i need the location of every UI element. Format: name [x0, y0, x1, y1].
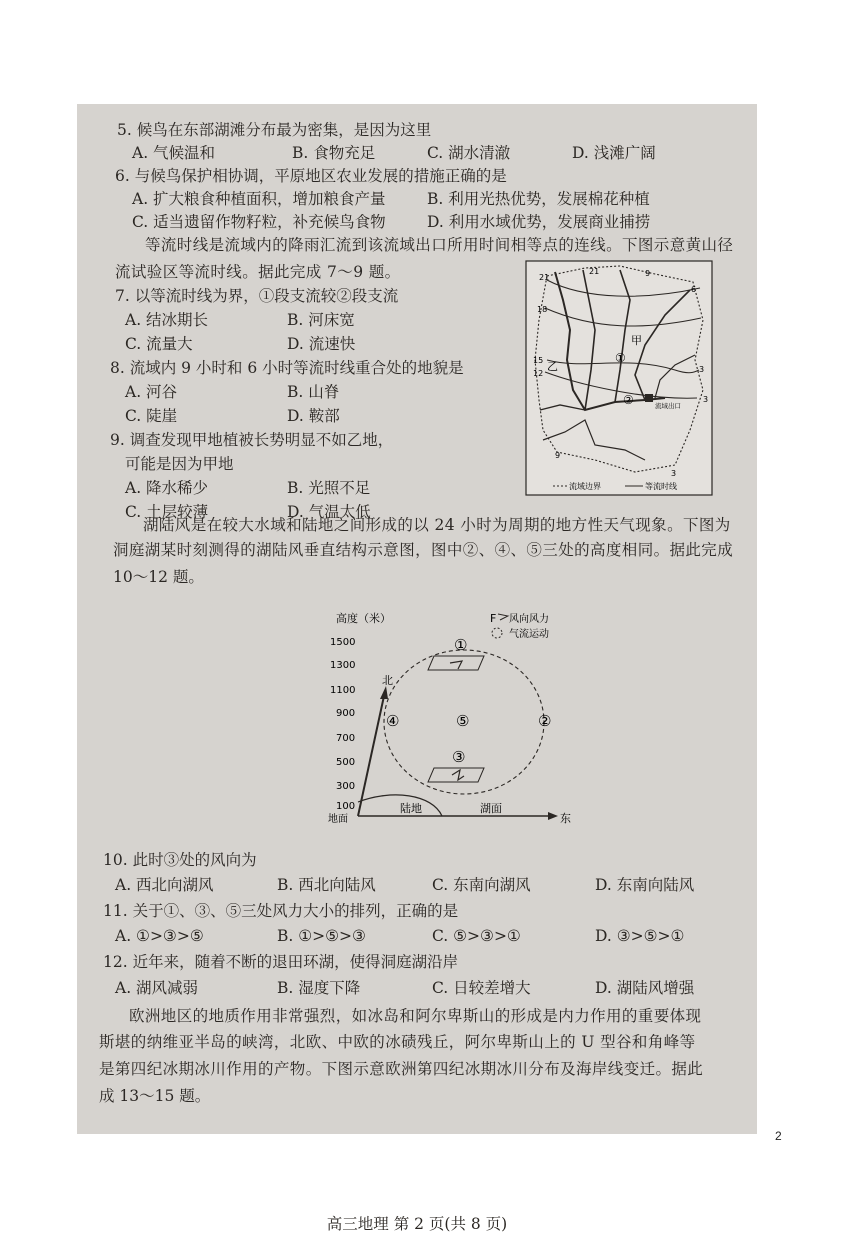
- q10-option-d: D. 东南向陆风: [595, 876, 695, 894]
- chart-ylabel: 高度（米）: [336, 612, 391, 625]
- map-label-outlet: 流域出口: [655, 402, 681, 410]
- map-label-jia: 甲: [631, 334, 642, 347]
- map-label-yi: 乙: [547, 360, 558, 373]
- q8-option-c: C. 陡崖: [125, 407, 178, 425]
- lake-label: 湖面: [480, 802, 502, 815]
- svg-text:3: 3: [699, 365, 705, 374]
- map-label-circle-2: ②: [623, 393, 634, 407]
- intro-13-15-line1: 欧洲地区的地质作用非常强烈，如冰岛和阿尔卑斯山的形成是内力作用的重要体现: [129, 1007, 702, 1025]
- wind-flag-3: [428, 768, 484, 782]
- svg-text:18: 18: [537, 305, 548, 314]
- q9-option-c: C. 土层较薄: [125, 503, 209, 521]
- isochrone-map: [525, 260, 713, 496]
- wind-flag-1: [428, 656, 484, 670]
- legend-isochrone: 等流时线: [645, 482, 677, 491]
- q12-option-a: A. 湖风减弱: [115, 979, 199, 997]
- q11-option-b: B. ①>⑤>③: [277, 927, 366, 945]
- q12-option-b: B. 湿度下降: [277, 979, 361, 997]
- q11-option-c: C. ⑤>③>①: [432, 927, 521, 945]
- lake-land-breeze-diagram: [322, 604, 582, 829]
- north-label: 北: [382, 674, 393, 687]
- legend-airflow: 气流运动: [509, 629, 549, 640]
- point-4: ④: [386, 712, 400, 730]
- land-label: 陆地: [400, 802, 422, 815]
- ground-label: 地面: [328, 814, 348, 825]
- intro-13-15-line4: 成 13～15 题。: [99, 1087, 211, 1105]
- svg-text:9: 9: [645, 269, 651, 278]
- q12-stem: 12. 近年来，随着不断的退田环湖，使得洞庭湖沿岸: [103, 953, 459, 971]
- q6-stem: 6. 与候鸟保护相协调，平原地区农业发展的措施正确的是: [115, 167, 507, 185]
- ytick-500: 500: [336, 757, 356, 768]
- intro-7-9-line2: 流试验区等流时线。据此完成 7～9 题。: [115, 263, 401, 281]
- q8-option-a: A. 河谷: [125, 383, 178, 401]
- intro-10-12-line2: 洞庭湖某时刻测得的湖陆风垂直结构示意图，图中②、④、⑤三处的高度相同。据此完成: [113, 541, 734, 559]
- outlet-marker: [645, 394, 653, 402]
- q7-option-b: B. 河床宽: [287, 311, 355, 329]
- q9-option-a: A. 降水稀少: [125, 479, 209, 497]
- q7-stem: 7. 以等流时线为界，①段支流较②段支流: [115, 287, 399, 305]
- svg-text:12: 12: [533, 369, 544, 378]
- q10-option-a: A. 西北向湖风: [115, 876, 214, 894]
- svg-text:9: 9: [555, 451, 561, 460]
- intro-10-12-line1: 湖陆风是在较大水域和陆地之间形成的以 24 小时为周期的地方性天气现象。下图为: [143, 516, 731, 534]
- svg-text:15: 15: [533, 356, 544, 365]
- point-1: ①: [454, 636, 468, 654]
- q5-option-d: D. 浅滩广阔: [572, 144, 656, 162]
- q7-option-d: D. 流速快: [287, 335, 356, 353]
- svg-text:6: 6: [691, 285, 697, 294]
- q12-option-d: D. 湖陆风增强: [595, 979, 695, 997]
- legend-f: F: [490, 612, 497, 625]
- ytick-1300: 1300: [330, 660, 356, 671]
- q9-stem-line2: 可能是因为甲地: [125, 455, 234, 473]
- q11-stem: 11. 关于①、③、⑤三处风力大小的排列，正确的是: [103, 902, 459, 920]
- q8-option-d: D. 鞍部: [287, 407, 340, 425]
- q9-option-b: B. 光照不足: [287, 479, 371, 497]
- point-2: ②: [538, 712, 552, 730]
- intro-7-9-line1: 等流时线是流域内的降雨汇流到该流域出口所用时间相等点的连线。下图示意黄山径: [145, 236, 734, 254]
- q6-option-d: D. 利用水域优势，发展商业捕捞: [427, 213, 651, 231]
- q10-stem: 10. 此时③处的风向为: [103, 851, 257, 869]
- svg-text:3: 3: [703, 395, 709, 404]
- q12-option-c: C. 日较差增大: [432, 979, 531, 997]
- q6-option-b: B. 利用光热优势，发展棉花种植: [427, 190, 650, 208]
- q5-option-b: B. 食物充足: [292, 144, 376, 162]
- q9-stem-line1: 9. 调查发现甲地植被长势明显不如乙地，: [110, 431, 394, 449]
- ytick-900: 900: [336, 708, 356, 719]
- intro-13-15-line2: 斯堪的纳维亚半岛的峡湾，北欧、中欧的冰碛残丘，阿尔卑斯山上的 U 型谷和角峰等: [99, 1033, 696, 1051]
- map-label-circle-1: ①: [615, 351, 626, 365]
- point-3: ③: [452, 748, 466, 766]
- q5-stem: 5. 候鸟在东部湖滩分布最为密集，是因为这里: [117, 121, 432, 139]
- q8-stem: 8. 流域内 9 小时和 6 小时等流时线重合处的地貌是: [110, 359, 464, 377]
- east-label: 东: [560, 812, 571, 825]
- ytick-700: 700: [336, 733, 356, 744]
- ytick-1500: 1500: [330, 637, 356, 648]
- q11-option-d: D. ③>⑤>①: [595, 927, 685, 945]
- legend-wind: 风向风力: [509, 614, 549, 625]
- q6-option-c: C. 适当遗留作物籽粒，补充候鸟食物: [132, 213, 386, 231]
- page-footer: 高三地理 第 2 页(共 8 页): [326, 1215, 508, 1233]
- scanned-page: [77, 104, 757, 1233]
- q10-option-b: B. 西北向陆风: [277, 876, 376, 894]
- svg-text:21: 21: [589, 267, 600, 276]
- page-number: 2: [775, 1129, 782, 1143]
- legend-boundary: 流域边界: [569, 482, 601, 491]
- q11-option-a: A. ①>③>⑤: [115, 927, 204, 945]
- q5-option-c: C. 湖水清澈: [427, 144, 511, 162]
- q5-option-a: A. 气候温和: [132, 144, 216, 162]
- ytick-1100: 1100: [330, 685, 356, 696]
- q10-option-c: C. 东南向湖风: [432, 876, 531, 894]
- q7-option-a: A. 结冰期长: [125, 311, 209, 329]
- q6-option-a: A. 扩大粮食种植面积，增加粮食产量: [132, 190, 386, 208]
- point-5: ⑤: [456, 712, 470, 730]
- ytick-100: 100: [336, 801, 356, 812]
- intro-13-15-line3: 是第四纪冰期冰川作用的产物。下图示意欧洲第四纪冰期冰川分布及海岸线变迁。据此: [99, 1060, 704, 1078]
- ytick-300: 300: [336, 781, 356, 792]
- svg-text:3: 3: [671, 469, 677, 478]
- svg-text:21: 21: [539, 273, 550, 282]
- q8-option-b: B. 山脊: [287, 383, 340, 401]
- q7-option-c: C. 流量大: [125, 335, 193, 353]
- intro-10-12-line3: 10～12 题。: [113, 568, 204, 586]
- q9-option-d: D. 气温太低: [287, 503, 371, 521]
